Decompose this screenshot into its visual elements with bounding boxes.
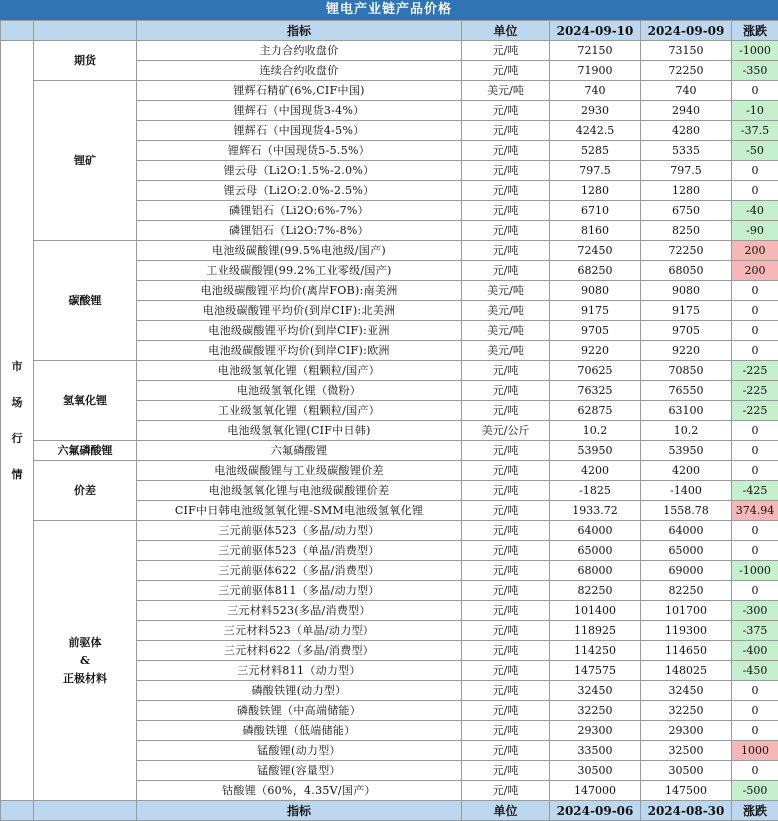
price-change: 200 (732, 241, 778, 261)
price-date1: 4242.5 (550, 121, 641, 141)
price-date2: 73150 (641, 41, 732, 61)
product-name: 三元材料622（多晶/消费型） (137, 641, 462, 661)
price-date2: -1400 (641, 481, 732, 501)
header-indicator: 指标 (137, 21, 462, 41)
price-date1: 114250 (550, 641, 641, 661)
price-date1: 9705 (550, 321, 641, 341)
price-change: 1000 (732, 741, 778, 761)
category-label: 价差 (34, 461, 137, 521)
price-date2: 32500 (641, 741, 732, 761)
unit-cell: 元/吨 (462, 781, 550, 801)
price-date1: 82250 (550, 581, 641, 601)
price-date2: 64000 (641, 521, 732, 541)
product-name: 工业级碳酸锂(99.2%工业零级/国产) (137, 261, 462, 281)
price-change: -90 (732, 221, 778, 241)
table-row (1, 81, 778, 101)
price-change: 0 (732, 341, 778, 361)
price-date2: 9175 (641, 301, 732, 321)
price-date1: 72450 (550, 241, 641, 261)
product-name: 主力合约收盘价 (137, 41, 462, 61)
unit-cell: 元/吨 (462, 581, 550, 601)
footer-date2: 2024-08-30 (641, 801, 732, 821)
product-name: 电池级碳酸锂(99.5%电池级/国产) (137, 241, 462, 261)
price-date1: 70625 (550, 361, 641, 381)
price-date2: 4280 (641, 121, 732, 141)
product-name: 六氟磷酸锂 (137, 441, 462, 461)
price-change: -1000 (732, 41, 778, 61)
price-date1: 118925 (550, 621, 641, 641)
price-change: -225 (732, 401, 778, 421)
price-change: -1000 (732, 561, 778, 581)
table-row (1, 41, 778, 61)
product-name: 电池级碳酸锂平均价(离岸FOB):南美洲 (137, 281, 462, 301)
category-label: 碳酸锂 (34, 241, 137, 361)
unit-cell: 元/吨 (462, 261, 550, 281)
price-date2: 53950 (641, 441, 732, 461)
unit-cell: 元/吨 (462, 121, 550, 141)
table-row (1, 241, 778, 261)
product-name: 磷酸铁锂(动力型） (137, 681, 462, 701)
category-label: 氢氧化锂 (34, 361, 137, 441)
header-date1: 2024-09-10 (550, 21, 641, 41)
footer-date1: 2024-09-06 (550, 801, 641, 821)
unit-cell: 元/吨 (462, 161, 550, 181)
unit-cell: 元/吨 (462, 501, 550, 521)
unit-cell: 元/吨 (462, 661, 550, 681)
unit-cell: 美元/吨 (462, 81, 550, 101)
product-name: 锂辉石精矿(6%,CIF中国) (137, 81, 462, 101)
price-change: 0 (732, 581, 778, 601)
price-date1: 32250 (550, 701, 641, 721)
market-label: 市 场 行 情 (1, 41, 34, 801)
product-name: 电池级氢氧化锂（微粉） (137, 381, 462, 401)
table-row (1, 441, 778, 461)
product-name: 锂云母（Li2O:1.5%-2.0%） (137, 161, 462, 181)
unit-cell: 元/吨 (462, 461, 550, 481)
price-change: -350 (732, 61, 778, 81)
price-change: 0 (732, 521, 778, 541)
price-change: 0 (732, 461, 778, 481)
category-label: 锂矿 (34, 81, 137, 241)
sheet-title: 锂电产业链产品价格 (0, 0, 778, 20)
product-name: 电池级氢氧化锂（粗颗粒/国产） (137, 361, 462, 381)
price-change: 200 (732, 261, 778, 281)
price-change: 0 (732, 721, 778, 741)
price-date1: 65000 (550, 541, 641, 561)
product-name: 三元材料523(多晶/消费型） (137, 601, 462, 621)
product-name: 三元材料811（动力型） (137, 661, 462, 681)
price-date2: 72250 (641, 61, 732, 81)
product-name: 三元前驱体523（单晶/消费型） (137, 541, 462, 561)
product-name: 锂辉石（中国现货3-4%） (137, 101, 462, 121)
unit-cell: 元/吨 (462, 521, 550, 541)
price-date2: 76550 (641, 381, 732, 401)
product-name: 三元前驱体811（多晶/动力型） (137, 581, 462, 601)
price-date1: 76325 (550, 381, 641, 401)
product-name: 电池级氢氧化锂与电池级碳酸锂价差 (137, 481, 462, 501)
header-row (1, 21, 778, 41)
price-date2: 65000 (641, 541, 732, 561)
unit-cell: 元/吨 (462, 621, 550, 641)
unit-cell: 元/吨 (462, 201, 550, 221)
product-name: 磷酸铁锂（低端储能） (137, 721, 462, 741)
price-change: -37.5 (732, 121, 778, 141)
header-blank-cell (1, 21, 34, 41)
price-date2: 70850 (641, 361, 732, 381)
price-change: -225 (732, 381, 778, 401)
product-name: 电池级碳酸锂平均价(到岸CIF):北美洲 (137, 301, 462, 321)
header-date2: 2024-09-09 (641, 21, 732, 41)
product-name: 磷酸铁锂（中高端储能） (137, 701, 462, 721)
price-date1: 6710 (550, 201, 641, 221)
price-date1: 29300 (550, 721, 641, 741)
product-name: 锰酸锂(动力型） (137, 741, 462, 761)
category-label: 前驱体 & 正极材料 (34, 521, 137, 801)
table-row (1, 361, 778, 381)
price-date2: 32250 (641, 701, 732, 721)
price-table-body (1, 21, 778, 821)
price-date1: 68250 (550, 261, 641, 281)
price-change: -500 (732, 781, 778, 801)
unit-cell: 元/吨 (462, 381, 550, 401)
price-date1: 4200 (550, 461, 641, 481)
product-name: 连续合约收盘价 (137, 61, 462, 81)
unit-cell: 元/吨 (462, 701, 550, 721)
product-name: 锂辉石（中国现货5-5.5%） (137, 141, 462, 161)
price-change: 0 (732, 321, 778, 341)
price-change: -375 (732, 621, 778, 641)
price-date2: 30500 (641, 761, 732, 781)
unit-cell: 元/吨 (462, 61, 550, 81)
price-change: -425 (732, 481, 778, 501)
price-date2: 740 (641, 81, 732, 101)
price-change: 0 (732, 161, 778, 181)
unit-cell: 元/吨 (462, 681, 550, 701)
price-date2: 69000 (641, 561, 732, 581)
price-change: 0 (732, 761, 778, 781)
price-change: 0 (732, 541, 778, 561)
unit-cell: 元/吨 (462, 761, 550, 781)
unit-cell: 元/吨 (462, 641, 550, 661)
unit-cell: 美元/吨 (462, 341, 550, 361)
price-change: -400 (732, 641, 778, 661)
product-name: 钴酸锂（60%，4.35V/国产） (137, 781, 462, 801)
price-date1: 147575 (550, 661, 641, 681)
price-change: -225 (732, 361, 778, 381)
price-date1: 147000 (550, 781, 641, 801)
unit-cell: 元/吨 (462, 721, 550, 741)
unit-cell: 元/吨 (462, 541, 550, 561)
price-date1: 71900 (550, 61, 641, 81)
price-date1: 2930 (550, 101, 641, 121)
header-blank-cell (34, 21, 137, 41)
unit-cell: 美元/公斤 (462, 421, 550, 441)
price-change: 0 (732, 441, 778, 461)
product-name: 锂云母（Li2O:2.0%-2.5%） (137, 181, 462, 201)
footer-unit: 单位 (462, 801, 550, 821)
price-date1: 68000 (550, 561, 641, 581)
price-date1: 5285 (550, 141, 641, 161)
footer-indicator: 指标 (137, 801, 462, 821)
price-date2: 82250 (641, 581, 732, 601)
product-name: 电池级碳酸锂平均价(到岸CIF):欧洲 (137, 341, 462, 361)
price-date2: 9705 (641, 321, 732, 341)
product-name: 工业级氢氧化锂（粗颗粒/国产） (137, 401, 462, 421)
unit-cell: 元/吨 (462, 241, 550, 261)
product-name: 三元材料523（单晶/动力型） (137, 621, 462, 641)
price-change: -450 (732, 661, 778, 681)
price-date1: 101400 (550, 601, 641, 621)
product-name: CIF中日韩电池级氢氧化锂-SMM电池级氢氧化锂 (137, 501, 462, 521)
price-date1: 30500 (550, 761, 641, 781)
price-change: 0 (732, 421, 778, 441)
price-change: 0 (732, 281, 778, 301)
price-change: 0 (732, 81, 778, 101)
price-date2: 9080 (641, 281, 732, 301)
unit-cell: 元/吨 (462, 181, 550, 201)
price-date1: 8160 (550, 221, 641, 241)
product-name: 电池级氢氧化锂(CIF中日韩) (137, 421, 462, 441)
price-date2: 63100 (641, 401, 732, 421)
price-change: -50 (732, 141, 778, 161)
price-date2: 8250 (641, 221, 732, 241)
price-change: 0 (732, 181, 778, 201)
price-date2: 68050 (641, 261, 732, 281)
table-row (1, 461, 778, 481)
price-date2: 9220 (641, 341, 732, 361)
price-date2: 119300 (641, 621, 732, 641)
price-date2: 29300 (641, 721, 732, 741)
unit-cell: 元/吨 (462, 141, 550, 161)
price-change: -10 (732, 101, 778, 121)
header-change: 涨跌 (732, 21, 778, 41)
category-label: 六氟磷酸锂 (34, 441, 137, 461)
unit-cell: 美元/吨 (462, 281, 550, 301)
price-date2: 6750 (641, 201, 732, 221)
price-date1: 64000 (550, 521, 641, 541)
product-name: 磷锂铝石（Li2O:7%-8%） (137, 221, 462, 241)
price-date2: 101700 (641, 601, 732, 621)
product-name: 三元前驱体523（多晶/动力型） (137, 521, 462, 541)
product-name: 电池级碳酸锂与工业级碳酸锂价差 (137, 461, 462, 481)
product-name: 磷锂铝石（Li2O:6%-7%） (137, 201, 462, 221)
unit-cell: 元/吨 (462, 561, 550, 581)
price-date2: 797.5 (641, 161, 732, 181)
price-date1: 1280 (550, 181, 641, 201)
price-date2: 1558.78 (641, 501, 732, 521)
unit-cell: 元/吨 (462, 361, 550, 381)
price-date2: 72250 (641, 241, 732, 261)
price-date1: 797.5 (550, 161, 641, 181)
footer-blank-cell (34, 801, 137, 821)
footer-header-row (1, 801, 778, 821)
unit-cell: 元/吨 (462, 601, 550, 621)
price-date2: 4200 (641, 461, 732, 481)
price-date1: 53950 (550, 441, 641, 461)
footer-change: 涨跌 (732, 801, 778, 821)
price-date2: 148025 (641, 661, 732, 681)
product-name: 电池级碳酸锂平均价(到岸CIF):亚洲 (137, 321, 462, 341)
price-date1: 62875 (550, 401, 641, 421)
price-change: 374.94 (732, 501, 778, 521)
price-change: 0 (732, 681, 778, 701)
header-unit: 单位 (462, 21, 550, 41)
unit-cell: 元/吨 (462, 481, 550, 501)
price-date2: 10.2 (641, 421, 732, 441)
price-date1: 72150 (550, 41, 641, 61)
unit-cell: 美元/吨 (462, 301, 550, 321)
price-date1: 9220 (550, 341, 641, 361)
price-date1: 33500 (550, 741, 641, 761)
unit-cell: 美元/吨 (462, 321, 550, 341)
product-name: 锰酸锂(容量型） (137, 761, 462, 781)
price-date1: 9080 (550, 281, 641, 301)
price-date1: 1933.72 (550, 501, 641, 521)
price-date2: 32450 (641, 681, 732, 701)
unit-cell: 元/吨 (462, 221, 550, 241)
product-name: 三元前驱体622（多晶/消费型） (137, 561, 462, 581)
price-date1: 32450 (550, 681, 641, 701)
unit-cell: 元/吨 (462, 101, 550, 121)
category-label: 期货 (34, 41, 137, 81)
price-table (0, 20, 778, 821)
price-change: 0 (732, 301, 778, 321)
footer-blank-cell (1, 801, 34, 821)
price-change: -300 (732, 601, 778, 621)
price-date2: 1280 (641, 181, 732, 201)
price-date1: 10.2 (550, 421, 641, 441)
unit-cell: 元/吨 (462, 41, 550, 61)
price-date1: -1825 (550, 481, 641, 501)
price-change: -40 (732, 201, 778, 221)
product-name: 锂辉石（中国现货4-5%） (137, 121, 462, 141)
price-date2: 2940 (641, 101, 732, 121)
price-date2: 147500 (641, 781, 732, 801)
table-row (1, 521, 778, 541)
price-change: 0 (732, 701, 778, 721)
unit-cell: 元/吨 (462, 741, 550, 761)
price-date2: 114650 (641, 641, 732, 661)
price-date1: 9175 (550, 301, 641, 321)
unit-cell: 元/吨 (462, 441, 550, 461)
price-date1: 740 (550, 81, 641, 101)
unit-cell: 元/吨 (462, 401, 550, 421)
price-date2: 5335 (641, 141, 732, 161)
